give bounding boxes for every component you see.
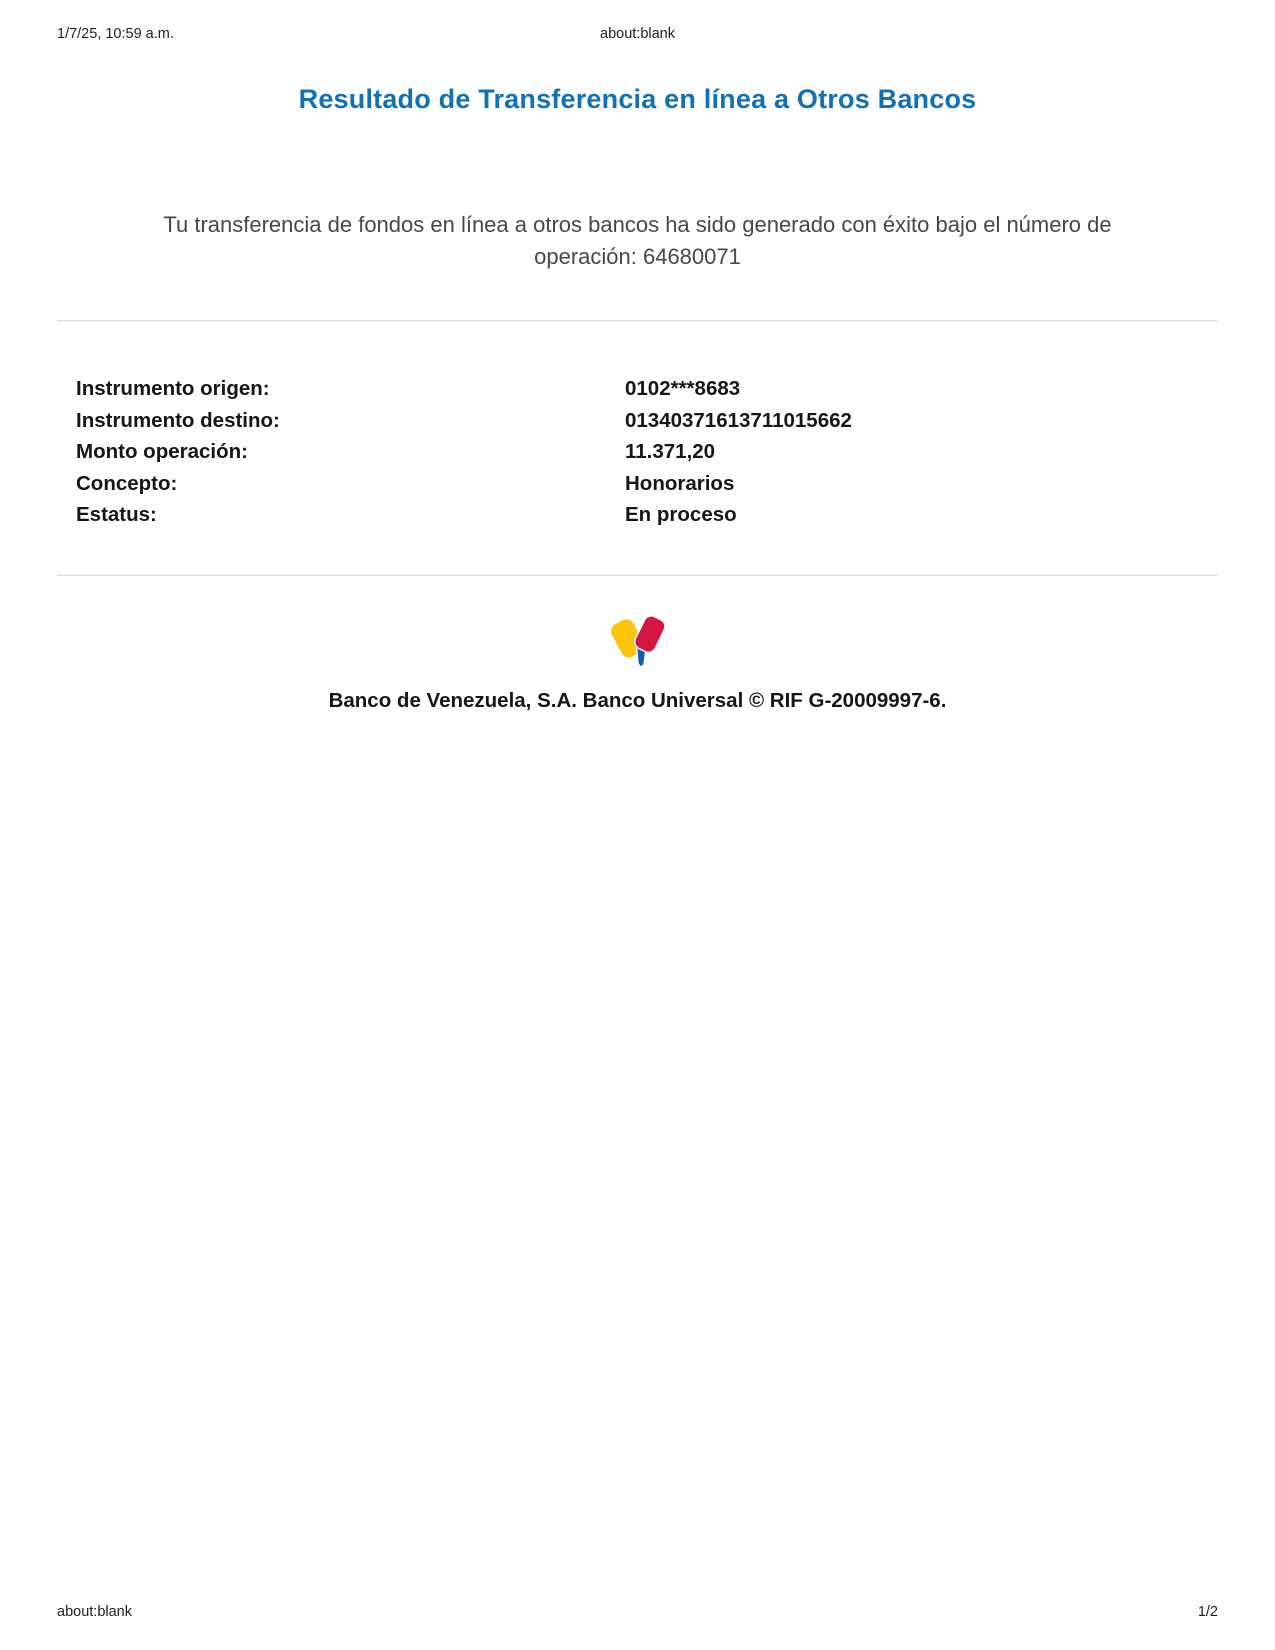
table-row xyxy=(76,436,1218,468)
success-message: Tu transferencia de fondos en línea a otros bancos ha sido generado con éxito bajo el número de operación: 64680071 xyxy=(163,212,1112,269)
detail-label-concepto: Concepto: xyxy=(76,471,178,495)
table-row xyxy=(76,499,1218,531)
detail-label-estatus: Estatus: xyxy=(76,503,157,526)
divider-bottom xyxy=(57,575,1218,576)
print-header-datetime: 1/7/25, 10:59 a.m. xyxy=(57,26,174,42)
print-footer-page-number: 1/2 xyxy=(1197,1604,1218,1620)
print-footer xyxy=(57,1604,1218,1620)
page-title: Resultado de Transferencia en línea a Otros Bancos xyxy=(298,84,977,114)
divider-top xyxy=(57,320,1218,321)
bank-legal-text: Banco de Venezuela, S.A. Banco Universal © RIF G-20009997-6. xyxy=(328,688,947,712)
detail-value-instrumento-origen: 0102***8683 xyxy=(625,377,741,400)
banco-de-venezuela-logo-icon xyxy=(602,606,674,678)
detail-value-concepto: Honorarios xyxy=(625,471,735,495)
table-row xyxy=(76,405,1218,437)
detail-label-instrumento-destino: Instrumento destino: xyxy=(76,408,280,432)
table-row xyxy=(76,373,1218,405)
receipt-content xyxy=(0,0,1275,713)
detail-value-estatus: En proceso xyxy=(625,503,737,526)
print-footer-url: about:blank xyxy=(57,1604,132,1620)
detail-value-instrumento-destino: 01340371613711015662 xyxy=(625,408,852,432)
detail-label-monto-operacion: Monto operación: xyxy=(76,440,248,463)
logo-container xyxy=(57,606,1218,683)
transfer-details-table xyxy=(57,373,1218,531)
print-header xyxy=(57,26,1218,42)
detail-value-monto-operacion: 11.371,20 xyxy=(625,440,716,463)
print-header-title: about:blank xyxy=(600,26,675,42)
detail-label-instrumento-origen: Instrumento origen: xyxy=(76,377,270,400)
table-row xyxy=(76,468,1218,500)
